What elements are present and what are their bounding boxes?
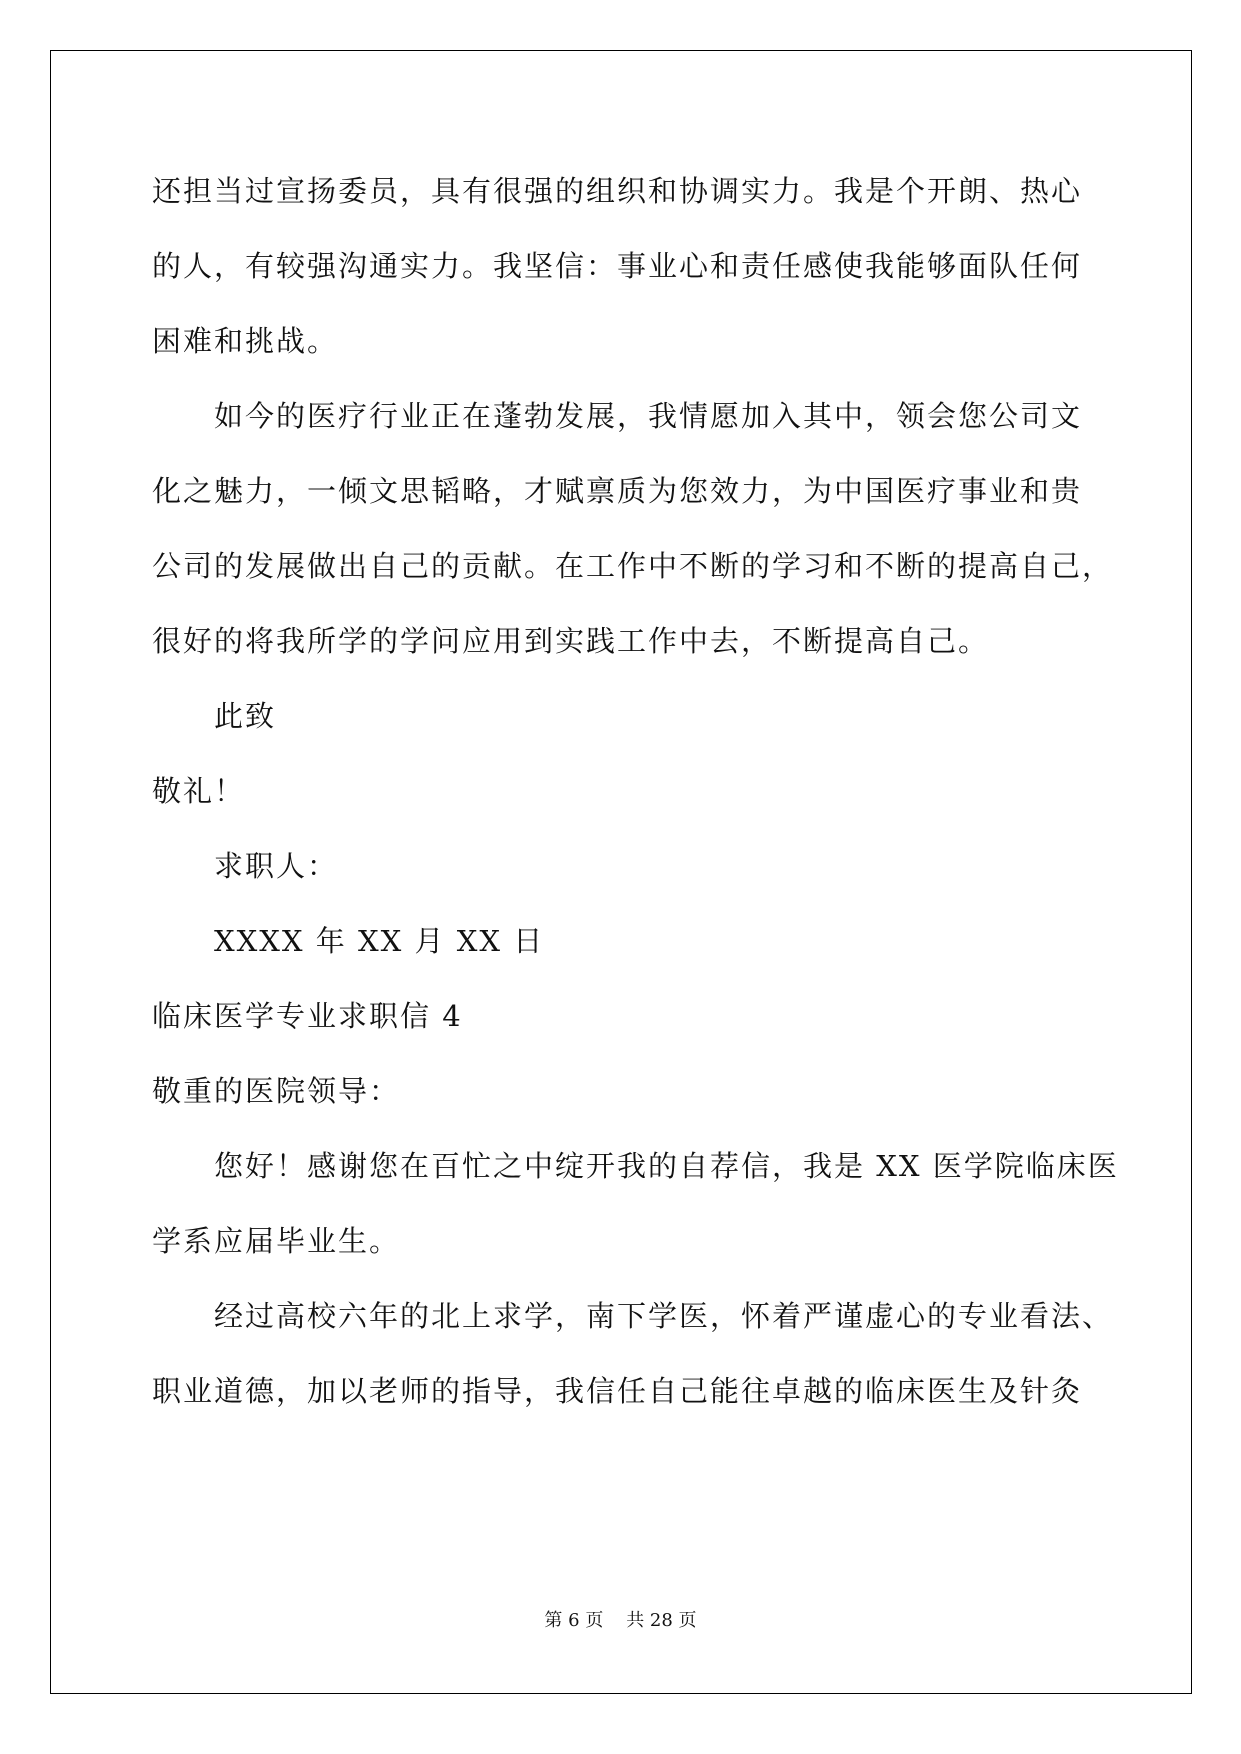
section-title: 临床医学专业求职信 4 bbox=[152, 999, 463, 1033]
body-text-line: 如今的医疗行业正在蓬勃发展，我情愿加入其中，领会您公司文 bbox=[214, 399, 1083, 433]
closing-regards: 敬礼！ bbox=[152, 774, 246, 808]
body-text-line: 的人，有较强沟通实力。我坚信：事业心和责任感使我能够面队任何 bbox=[152, 249, 1083, 283]
closing-salutation: 此致 bbox=[214, 699, 277, 733]
signature-label: 求职人： bbox=[214, 849, 339, 883]
body-text-line: 困难和挑战。 bbox=[152, 324, 339, 358]
body-text-line: 很好的将我所学的学问应用到实践工作中去，不断提高自己。 bbox=[152, 624, 990, 658]
body-text-line: 职业道德，加以老师的指导，我信任自己能往卓越的临床医生及针灸 bbox=[152, 1374, 1083, 1408]
body-text-line: 学系应届毕业生。 bbox=[152, 1224, 401, 1258]
letter-greeting: 敬重的医院领导： bbox=[152, 1074, 401, 1108]
body-text-line: 经过高校六年的北上求学，南下学医，怀着严谨虚心的专业看法、 bbox=[214, 1299, 1114, 1333]
body-text-line: 您好！感谢您在百忙之中绽开我的自荐信，我是 XX 医学院临床医 bbox=[214, 1149, 1119, 1183]
body-text-line: 化之魅力，一倾文思韬略，才赋禀质为您效力，为中国医疗事业和贵 bbox=[152, 474, 1083, 508]
page-number-footer: 第 6 页 共 28 页 bbox=[544, 1610, 697, 1631]
body-text-line: 还担当过宣扬委员，具有很强的组织和协调实力。我是个开朗、热心 bbox=[152, 174, 1083, 208]
letter-date: XXXX 年 XX 月 XX 日 bbox=[214, 924, 545, 958]
body-text-line: 公司的发展做出自己的贡献。在工作中不断的学习和不断的提高自己， bbox=[152, 549, 1114, 583]
